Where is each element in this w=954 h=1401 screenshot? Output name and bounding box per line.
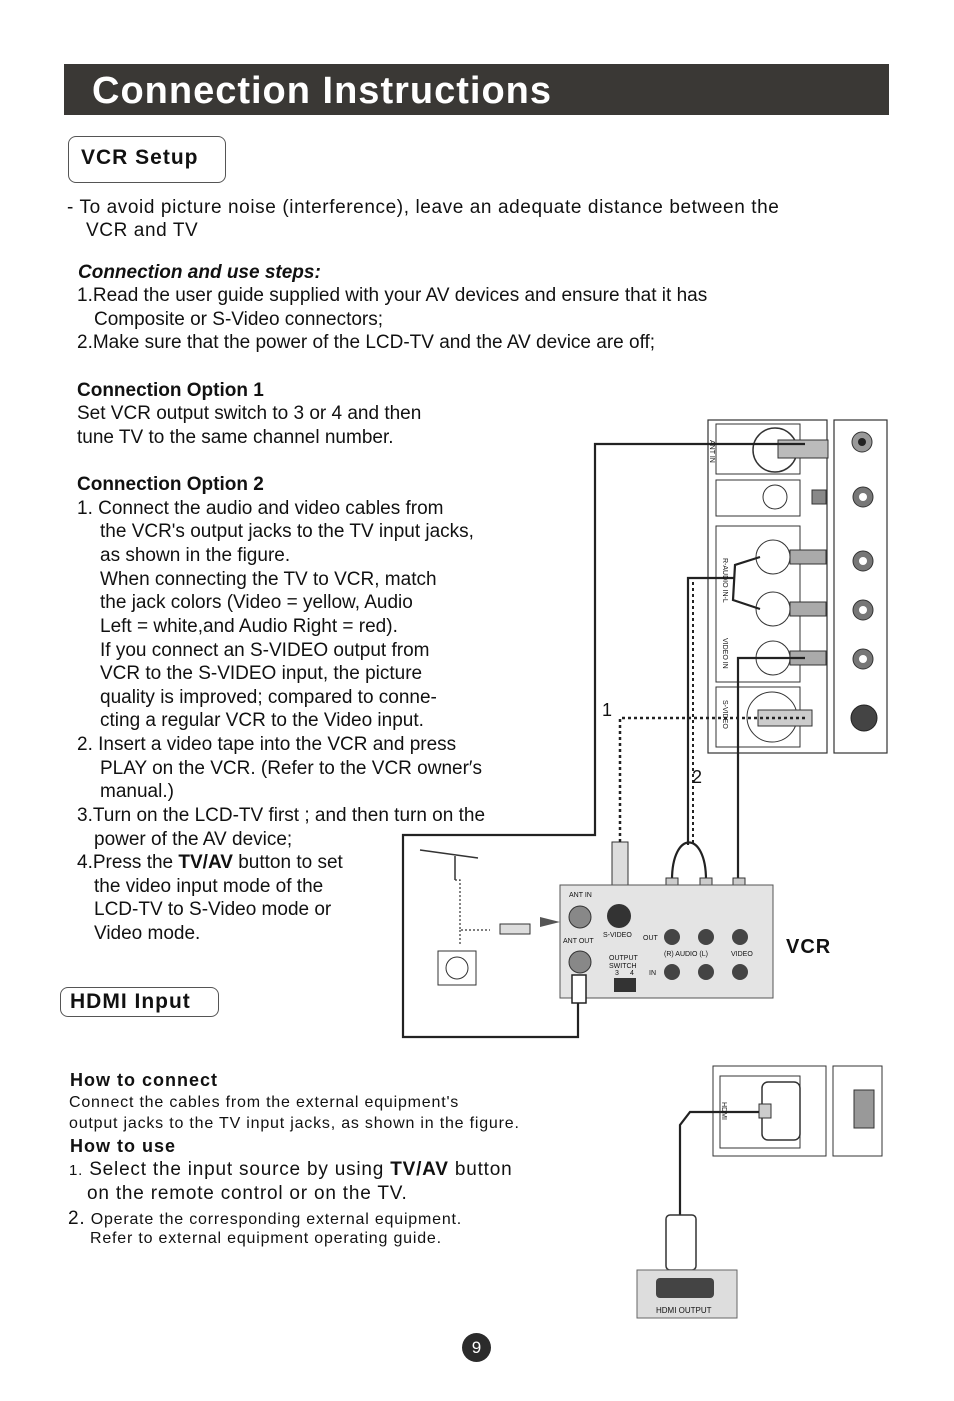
step-line: 1.Read the user guide supplied with your AV devices and ensure that it has <box>77 285 708 306</box>
option2-line: PLAY on the VCR. (Refer to the VCR owner′s <box>100 758 482 779</box>
note-line: VCR and TV <box>86 220 199 241</box>
option2-line: Left = white,and Audio Right = red). <box>100 616 398 637</box>
option2-line: as shown in the figure. <box>100 545 291 566</box>
how-to-connect-heading: How to connect <box>70 1070 218 1090</box>
step-line: 2.Make sure that the power of the LCD-TV and the AV device are off; <box>77 332 656 353</box>
vcr-ant-in-label: ANT IN <box>569 892 592 899</box>
step4-line: 4.Press the TV/AV button to set <box>77 852 343 873</box>
option2-line: manual.) <box>100 781 174 802</box>
step4-line: LCD-TV to S-Video mode or <box>94 899 332 920</box>
vcr-video-label: VIDEO <box>731 951 753 958</box>
hdmi-input-heading: HDMI Input <box>60 987 219 1017</box>
use-step-2: 2. Operate the corresponding external equipment. <box>68 1208 463 1229</box>
use-step-1-line: on the remote control or on the TV. <box>87 1183 408 1204</box>
option1-heading: Connection Option 1 <box>77 380 264 401</box>
tv-hdmi-label: HDMI <box>720 1102 727 1120</box>
step-line: Composite or S-Video connectors; <box>94 309 384 330</box>
tv-audio-in-label: R-AUDIO IN-L <box>721 558 728 603</box>
vcr-setup-heading: VCR Setup <box>68 136 226 183</box>
note-line: - To avoid picture noise (interference), leave an adequate distance between the <box>67 197 780 218</box>
vcr-device-label: VCR <box>786 936 832 958</box>
vcr-in-label: IN <box>649 970 656 977</box>
option2-line: VCR to the S-VIDEO input, the picture <box>100 663 423 684</box>
vcr-audio-label: (R) AUDIO (L) <box>664 951 708 958</box>
page-number: 9 <box>462 1333 491 1362</box>
option2-line: power of the AV device; <box>94 829 293 850</box>
option2-line: 3.Turn on the LCD-TV first ; and then turn on the <box>77 805 486 826</box>
tv-s-video-label: S-VIDEO <box>721 700 728 729</box>
how-to-use-heading: How to use <box>70 1136 177 1156</box>
option2-heading: Connection Option 2 <box>77 474 264 495</box>
vcr-s-video-label: S-VIDEO <box>603 932 632 939</box>
steps-heading: Connection and use steps: <box>78 262 321 283</box>
tv-video-in-label: VIDEO IN <box>721 638 728 669</box>
vcr-switch-4-label: 4 <box>630 970 634 977</box>
tv-ant-in-label: ANT IN <box>708 440 715 463</box>
option2-line: 1. Connect the audio and video cables from <box>77 498 444 519</box>
vcr-switch-3-label: 3 <box>615 970 619 977</box>
option2-line: When connecting the TV to VCR, match <box>100 569 437 590</box>
option2-line: cting a regular VCR to the Video input. <box>100 710 424 731</box>
vcr-ant-out-label: ANT OUT <box>563 938 594 945</box>
how-to-connect-line: Connect the cables from the external equipment's <box>69 1094 460 1111</box>
how-to-connect-line: output jacks to the TV input jacks, as shown in the figure. <box>69 1115 520 1132</box>
option1-line: Set VCR output switch to 3 or 4 and then <box>77 403 422 424</box>
vcr-out-label: OUT <box>643 935 658 942</box>
hdmi-output-label: HDMI OUTPUT <box>656 1306 712 1315</box>
option2-line: the VCR's output jacks to the TV input jacks, <box>100 521 474 542</box>
option2-line: quality is improved; compared to conne- <box>100 687 437 708</box>
cable-1-label: 1 <box>602 700 613 720</box>
step4-line: Video mode. <box>94 923 201 944</box>
option2-line: If you connect an S-VIDEO output from <box>100 640 430 661</box>
tv-av-label: TV/AV <box>178 852 233 873</box>
page-title: Connection Instructions <box>92 70 552 112</box>
option2-line: 2. Insert a video tape into the VCR and press <box>77 734 457 755</box>
use-step-1: 1. Select the input source by using TV/AV button <box>69 1159 513 1180</box>
tv-av-label: TV/AV <box>390 1159 449 1180</box>
vcr-output-switch-label: OUTPUT SWITCH <box>609 955 638 970</box>
option2-line: the jack colors (Video = yellow, Audio <box>100 592 413 613</box>
cable-2-label: 2 <box>692 767 703 787</box>
use-step-2-line: Refer to external equipment operating guide. <box>90 1230 442 1247</box>
option1-line: tune TV to the same channel number. <box>77 427 394 448</box>
step4-line: the video input mode of the <box>94 876 324 897</box>
